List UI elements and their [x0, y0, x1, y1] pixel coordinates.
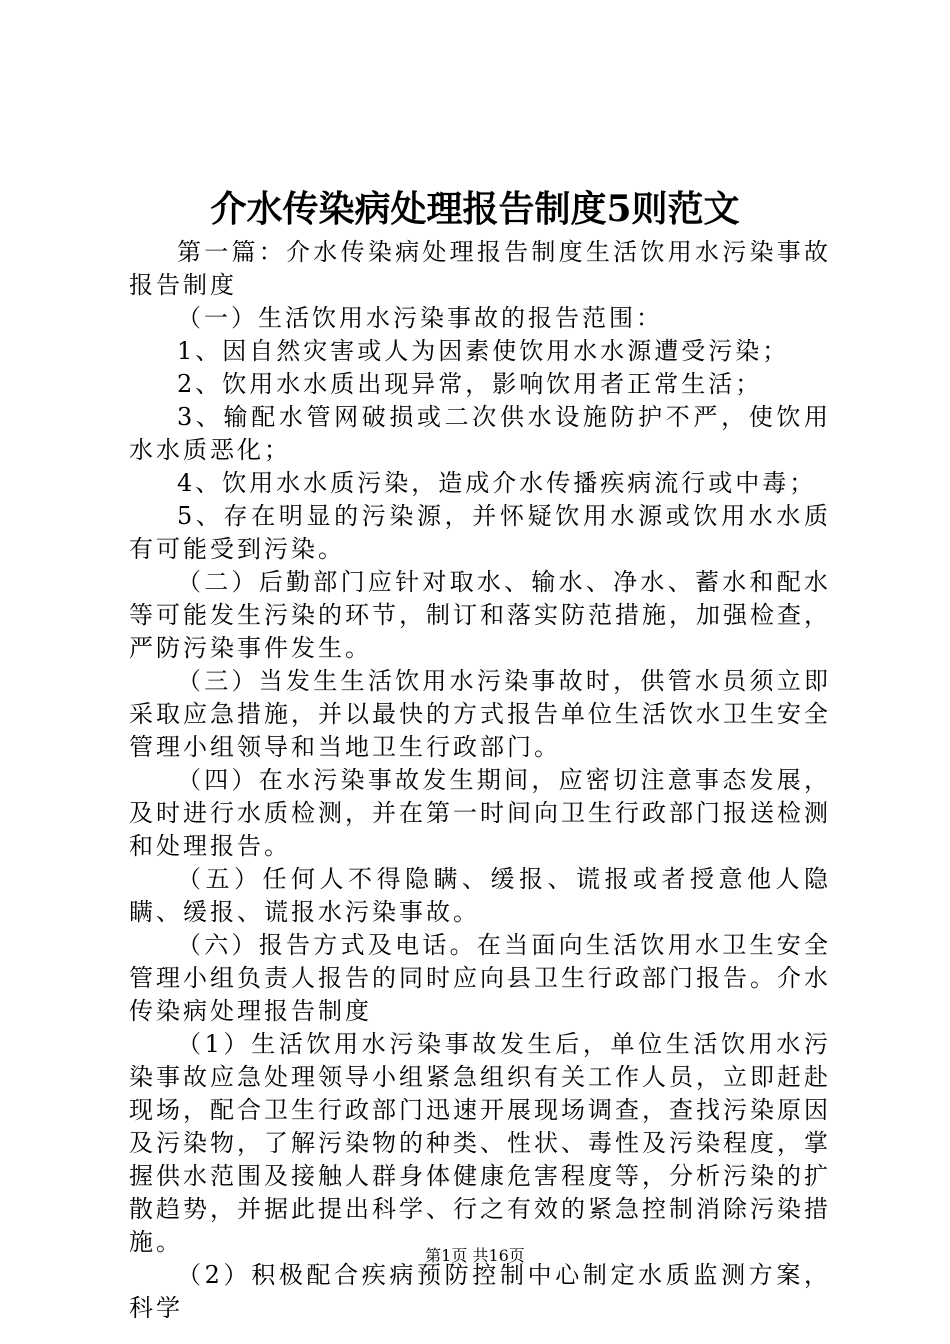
paragraph-item-1: （1）生活饮用水污染事故发生后，单位生活饮用水污染事故应急处理领导小组紧急组织有关工作人员，立即赶赴现场，配合卫生行政部门迅速开展现场调查，查找污染原因及污染物，了解污染物的种类、性状、毒性及污染程度，掌握供水范围及接触人群身体健康危害程度等，分析污染的扩散趋势，并据此提出科学、行之有效的紧急控制消除污染措施。: [129, 1030, 831, 1256]
page-footer: 第1页 共16页: [425, 1246, 525, 1265]
list-item-5: 5、存在明显的污染源，并怀疑饮用水源或饮用水水质有可能受到污染。: [129, 502, 831, 563]
paragraph-item-2: （2）积极配合疾病预防控制中心制定水质监测方案，科学: [129, 1261, 831, 1322]
list-item-3: 3、输配水管网破损或二次供水设施防护不严，使饮用水水质恶化；: [129, 403, 831, 464]
paragraph-section-4: （四）在水污染事故发生期间，应密切注意事态发展，及时进行水质检测，并在第一时间向卫生行政部门报送检测和处理报告。: [129, 766, 831, 860]
paragraph-section-6: （六）报告方式及电话。在当面向生活饮用水卫生安全管理小组负责人报告的同时应向县卫生行政部门报告。介水传染病处理报告制度: [129, 931, 831, 1025]
list-item-2: 2、饮用水水质出现异常，影响饮用者正常生活；: [177, 370, 763, 398]
document-title: 介水传染病处理报告制度5则范文: [210, 188, 740, 230]
list-item-4: 4、饮用水水质污染，造成介水传播疾病流行或中毒；: [177, 469, 817, 497]
list-item-1: 1、因自然灾害或人为因素使饮用水水源遭受污染；: [177, 337, 790, 365]
paragraph-section-2: （二）后勤部门应针对取水、输水、净水、蓄水和配水等可能发生污染的环节，制订和落实防范措施，加强检查，严防污染事件发生。: [129, 568, 831, 662]
paragraph-section-3: （三）当发生生活饮用水污染事故时，供管水员须立即采取应急措施，并以最快的方式报告单位生活饮水卫生安全管理小组领导和当地卫生行政部门。: [129, 667, 831, 761]
paragraph-section-1: （一）生活饮用水污染事故的报告范围：: [177, 304, 663, 332]
paragraph-section-5: （五）任何人不得隐瞒、缓报、谎报或者授意他人隐瞒、缓报、谎报水污染事故。: [129, 865, 831, 926]
paragraph-heading: 第一篇：介水传染病处理报告制度生活饮用水污染事故报告制度: [129, 238, 831, 299]
document-body: [129, 236, 831, 1325]
